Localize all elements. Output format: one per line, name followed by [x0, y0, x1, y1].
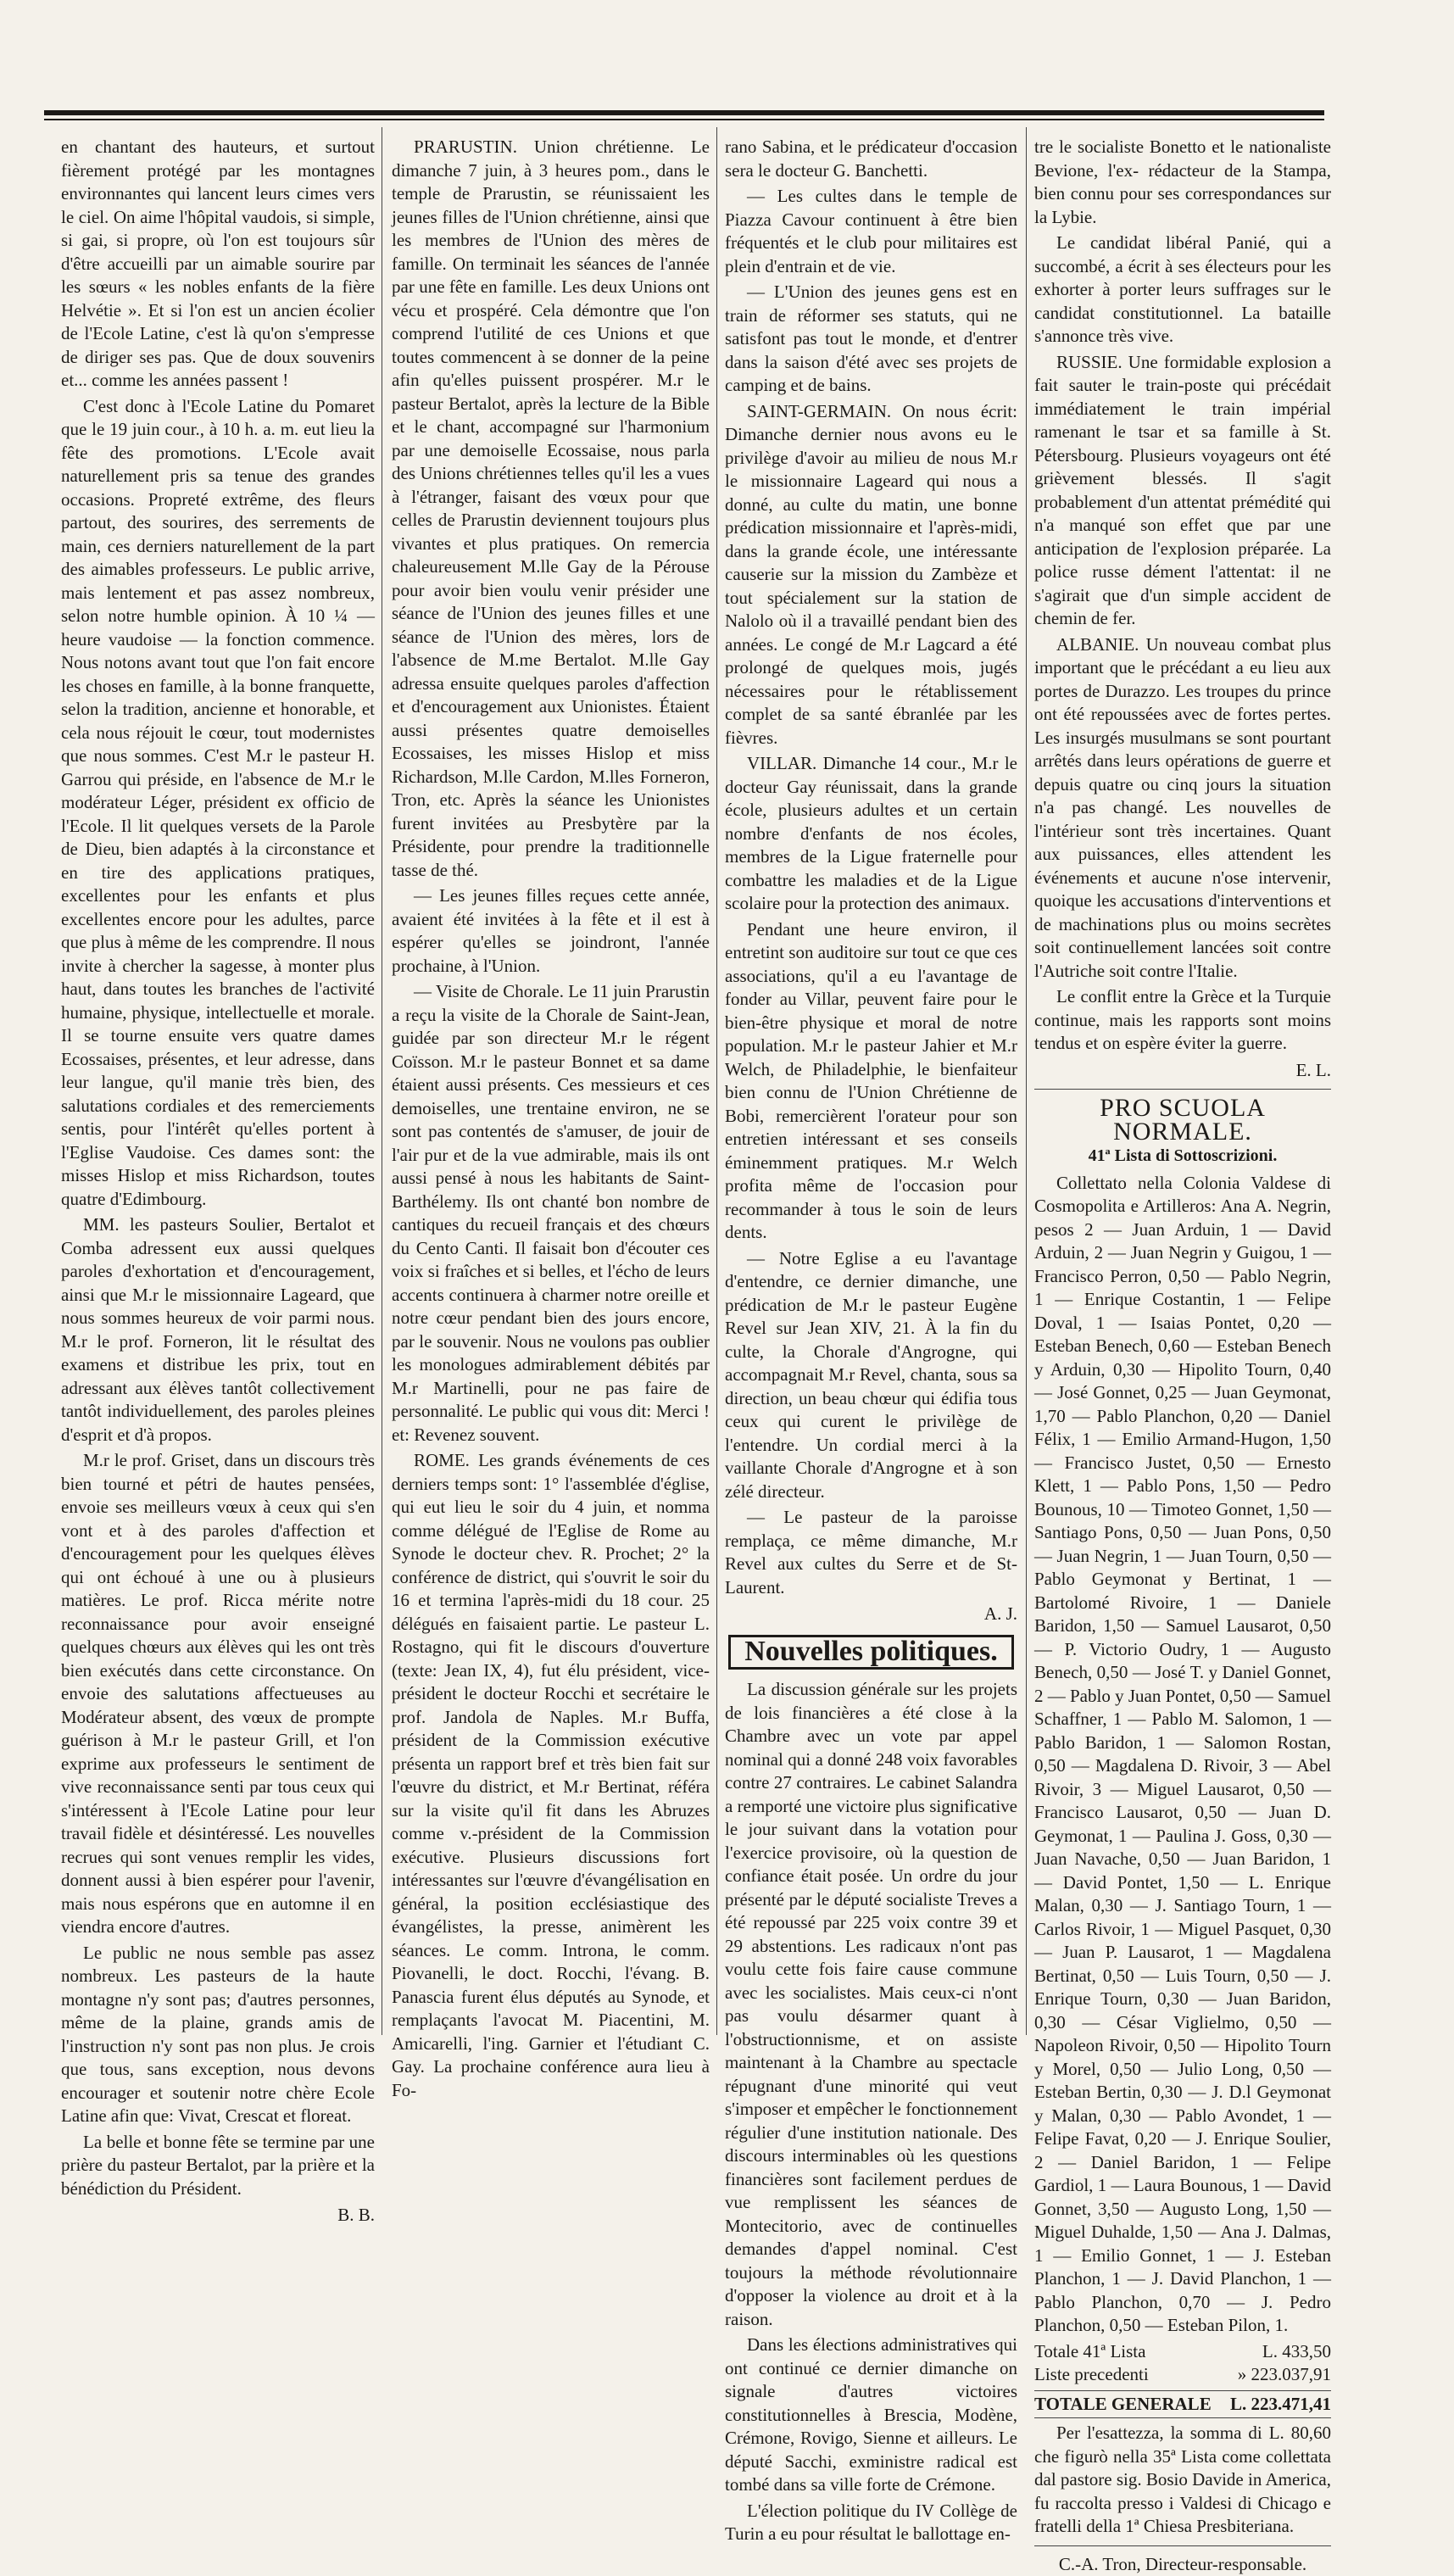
- paragraph: — Notre Eglise a eu l'avantage d'entendre, ce dernier dimanche, une prédication de M.r le pasteur Eugène Revel sur Jean XIV, 21. À la fin du culte, la Chorale d'Angrogne, qui accompagnait M.r Revel, chanta, sous sa direction, un beau chœur qui édifia tous ceux qui curent le privilège de l'entendre. Un cordial merci à la vaillante Chorale d'Angrogne et à son zélé directeur.: [725, 1247, 1017, 1504]
- paragraph: Le public ne nous semble pas assez nombreux. Les pasteurs de la haute montagne n'y sont pas; d'autres personnes, même de la plaine, grands amis de l'instruction n'y sont pas non plus. Je crois que tous, sans exception, nous devons encourager et soutenir notre chère Ecole Latine afin que: Vivat, Crescat et floreat.: [61, 1942, 375, 2128]
- paragraph: — L'Union des jeunes gens est en train de réformer ses statuts, qui ne satisfont pas tout le monde, et d'entrer dans la saison d'été avec ses projets de camping et de bains.: [725, 281, 1017, 398]
- paragraph: — Les jeunes filles reçues cette année, avaient été invitées à la fête et il est à espérer qu'elles se joindront, l'année prochaine, à l'Union.: [392, 884, 710, 978]
- paragraph: Le conflit entre la Grèce et la Turquie continue, mais les rapports sont moins tendus et on espère éviter la guerre.: [1034, 985, 1331, 1056]
- section-divider: [1034, 2545, 1331, 2546]
- paragraph: — Les cultes dans le temple de Piazza Cavour continuent à être bien fréquentés et le club pour militaires est plein d'entrain et de vie.: [725, 185, 1017, 278]
- top-rule-thick: [44, 110, 1324, 115]
- paragraph: Dans les élections administratives qui ont continué ce dernier dimanche on signale d'autres victoires constitutionnelles à Brescia, Modène, Crémone, Rovigo, Sienne et ailleurs. Le député Sacchi, exministre radical est tombé dans sa ville forte de Crémone.: [725, 2333, 1017, 2497]
- section-divider: [1034, 1089, 1331, 1090]
- total-list-value: L. 433,50: [1262, 2340, 1331, 2364]
- paragraph: Per l'esattezza, la somma di L. 80,60 che figurò nella 35ª Lista come collettata dal pastore sig. Bosio Davide in America, fu raccolta presso i Valdesi di Chicago e fratelli della 1ª Chiesa Presbiteriana.: [1034, 2422, 1331, 2539]
- paragraph: tre le socialiste Bonetto et le nationaliste Bevione, l'ex- rédacteur de la Stampa, bien connu pour ses correspondances sur la Lybie.: [1034, 136, 1331, 229]
- paragraph: La discussion générale sur les projets de lois financières a été close à la Chambre avec un vote par appel nominal qui a donné 248 voix favorables contre 27 contraires. Le cabinet Salandra a remporté une victoire plus significative le jour suivant dans la votation pour l'exercice provisoire, où la question de confiance était posée. Un ordre du jour présenté par le député socialiste Treves a été repoussé par 225 voix contre 39 et 29 abstentions. Les radicaux n'ont pas voulu cette fois faire cause commune avec les socialistes. Mais ceux-ci n'ont pas voulu désarmer quant à l'obstructionnisme, et on assiste maintenant à la Chambre au spectacle répugnant d'une minorité qui veut s'imposer et empêcher le fonctionnement régulier d'une institution nationale. Des discours interminables où les questions financières sont facilement perdues de vue remplissent les séances de Montecitorio, avec de continuelles demandes d'appel nominal. C'est toujours la méthode révolutionnaire d'opposer la violence au droit et à la raison.: [725, 1678, 1017, 2331]
- total-list-row: [1034, 2340, 1331, 2364]
- paragraph: PRARUSTIN. Union chrétienne. Le dimanche 7 juin, à 3 heures pom., dans le temple de Prarustin, se réunissaient les jeunes filles de l'Union chrétienne, ainsi que les membres de l'Union des mères de famille. On terminait les séances de l'année par une fête en famille. Les deux Unions ont vécu et prospéré. Cela démontre que l'on comprend l'utilité de ces Unions et que toutes commencent à se donner de la peine afin qu'elles puissent prospérer. M.r le pasteur Bertalot, après la lecture de la Bible et le chant, accompagné sur l'harmonium par une demoiselle Ecossaise, nous parla des Unions chrétiennes telles qu'il les a vues à l'étranger, faisant des vœux pour que celles de Prarustin deviennent toujours plus vivantes et plus pratiques. On remercia chaleureusement M.lle Gay de la Pérouse pour avoir bien voulu venir présider une séance de l'Union des jeunes filles et une séance de l'Union des mères, lors de l'absence de M.me Bertalot. M.lle Gay adressa ensuite quelques paroles d'affection et d'encouragement aux Unionistes. Étaient aussi présentes quatre demoiselles Ecossaises, les misses Hislop et miss Richardson, M.lle Cardon, M.lles Forneron, Tron, etc. Après la séance les Unionistes furent invitées au Presbytère par la Présidente, pour prendre la traditionnelle tasse de thé.: [392, 136, 710, 882]
- signature: A. J.: [725, 1603, 1017, 1626]
- section-heading-politiques: Nouvelles politiques.: [728, 1635, 1014, 1670]
- previous-lists-value: » 223.037,91: [1238, 2363, 1331, 2387]
- previous-lists-label: Liste precedenti: [1034, 2363, 1149, 2387]
- grand-total-label: TOTALE GENERALE: [1034, 2393, 1212, 2417]
- grand-total-value: L. 223.471,41: [1230, 2393, 1331, 2417]
- column-rule: [716, 127, 717, 2035]
- paragraph: en chantant des hauteurs, et surtout fièrement protégé par les montagnes environnantes qui lancent leurs cimes vers le ciel. On aime l'hôpital vaudois, si simple, si gai, si propre, où l'on est toujours sûr d'être accueilli par un aimable sourire par les sœurs « les nobles enfants de la fière Helvétie ». Et si l'on est un ancien écolier de l'Ecole Latine, c'est là qu'on s'empresse de diriger ses pas. Que de doux souvenirs et... comme les années passent !: [61, 136, 375, 393]
- total-list-label: Totale 41ª Lista: [1034, 2340, 1145, 2364]
- paragraph: Le candidat libéral Panié, qui a succombé, a écrit à ses électeurs pour les exhorter à porter leurs suffrages sur le candidat constitutionnel. La bataille s'annonce très vive.: [1034, 231, 1331, 348]
- previous-lists-row: [1034, 2363, 1331, 2387]
- paragraph: — Le pasteur de la paroisse remplaça, ce même dimanche, M.r Revel aux cultes du Serre et de St-Laurent.: [725, 1506, 1017, 1599]
- paragraph: Pendant une heure environ, il entretint son auditoire sur tout ce que ces associations, qu'il a eu l'avantage de fonder au Villar, peuvent faire pour le bien-être physique et moral de notre population. M.r le pasteur Jahier et M.r Welch, de Philadelphie, le bienfaiteur bien connu de l'Union Chrétienne de Bobi, remercièrent l'orateur pour son entretien intéressant et ses conseils éminemment pratiques. M.r Welch profita même de l'occasion pour recommander à tous le soin de leurs dents.: [725, 918, 1017, 1245]
- paragraph: VILLAR. Dimanche 14 cour., M.r le docteur Gay réunissait, dans la grande école, plusieurs adultes et un certain nombre d'enfants de nos écoles, membres de la Ligue fraternelle pour combattre les maladies et de la Ligue scolaire pour la protection des animaux.: [725, 752, 1017, 916]
- paragraph: C'est donc à l'Ecole Latine du Pomaret que le 19 juin cour., à 10 h. a. m. eut lieu la fête des promotions. L'Ecole avait naturellement pris sa tenue des grandes occasions. Propreté extrême, des fleurs partout, des sourires, des serrements de main, ces derniers naturellement de la part des aimables professeurs. Le public arrive, mais lentement et pas assez nombreux, selon notre humble opinion. À 10 ¼ — heure vaudoise — la fonction commence. Nous notons avant tout que l'on fait encore les choses en famille, à la bonne franquette, selon la tradition, ancienne et honorable, et cela nous réjouit le cœur, tout modernistes que nous sommes. C'est M.r le pasteur H. Garrou qui préside, en l'absence de M.r le modérateur Léger, président ex officio de l'Ecole. Il lit quelques versets de la Parole de Dieu, bien adaptés à la circonstance et en tire des applications pratiques, excellentes pour les enfants et plus excellentes encore pour les adultes, parce que plus à même de les comprendre. Il nous invite à chercher la sagesse, à monter plus haut, dans toutes les branches de l'activité humaine, physique, intellectuelle et morale. Il se tourne ensuite vers quatre dames Ecossaises, présentes, et leur adresse, dans leur langue, qu'il manie très bien, des salutations cordiales et des remerciements sentis, pour l'intérêt qu'elles portent à l'Eglise Vaudoise. Ces dames sont: the misses Hislop et miss Richardson, toutes quatre d'Edimbourg.: [61, 395, 375, 1212]
- paragraph: rano Sabina, et le prédicateur d'occasion sera le docteur G. Banchetti.: [725, 136, 1017, 182]
- column-3: [725, 136, 1017, 2035]
- paragraph: RUSSIE. Une formidable explosion a fait sauter le train-poste qui précédait immédiatement le train impérial ramenant le tsar et sa famille à St. Pétersbourg. Plusieurs voyageurs ont été grièvement blessés. Il s'agit probablement d'un attentat prémédité qui n'a manqué son effet que par une anticipation de l'explosion préparée. La police russe dément l'attentat: il ne s'agirait que d'un simple accident de chemin de fer.: [1034, 351, 1331, 631]
- paragraph: MM. les pasteurs Soulier, Bertalot et Comba adressent eux aussi quelques paroles d'exhortation et d'encouragement, ainsi que M.r le missionnaire Lageard, que nous sommes heureux de voir parmi nous. M.r le prof. Forneron, lit le résultat des examens et distribue les prix, tout en adressant aux élèves tantôt collectivement tantôt individuellement, des paroles pleines d'esprit et d'à propos.: [61, 1213, 375, 1447]
- paragraph: L'élection politique du IV Collège de Turin a eu pour résultat le ballottage en-: [725, 2500, 1017, 2546]
- paragraph: La belle et bonne fête se termine par une prière du pasteur Bertalot, par la prière et la bénédiction du Président.: [61, 2131, 375, 2201]
- column-1: [61, 136, 375, 2035]
- column-rule: [1026, 127, 1027, 2035]
- signature: B. B.: [61, 2204, 375, 2228]
- director-signature: C.-A. Tron, Directeur-responsable.: [1034, 2553, 1331, 2576]
- signature: E. L.: [1034, 1059, 1331, 1083]
- section-heading-pro-scuola: PRO SCUOLA NORMALE.: [1034, 1096, 1331, 1143]
- subscription-list: Collettato nella Colonia Valdese di Cosmopolita e Artilleros: Ana A. Negrin, pesos 2 — Juan Arduin, 1 — David Arduin, 2 — Juan Negrin y Guigou, 1 — Francisco Perron, 0,50 — Pablo Negrin, 1 — Enrique Costantin, 1 — Felipe Doval, 1 — Isaias Pontet, 0,20 — Esteban Benech, 0,60 — Esteban Benech y Arduin, 0,30 — Hipolito Tourn, 0,40 — José Gonnet, 0,25 — Juan Geymonat, 1,70 — Pablo Planchon, 0,20 — Daniel Félix, 1 — Emilio Armand-Hugon, 1,50 — Francisco Justet, 0,50 — Ernesto Klett, 1 — Pablo Pons, 1,50 — Pedro Bounous, 10 — Timoteo Gonnet, 1,50 — Santiago Pons, 0,50 — Juan Pons, 0,50 — Juan Negrin, 1 — Juan Tourn, 0,50 — Pablo Geymonat y Bertinat, 1 — Bartolomé Rivoire, 1 — Daniele Baridon, 1,50 — Samuel Lausarot, 0,50 — P. Victorio Oudry, 1 — Augusto Benech, 0,50 — José T. y Daniel Gonnet, 2 — Pablo y Juan Pontet, 0,50 — Samuel Schaffner, 1 — Pablo M. Salomon, 1 — Pablo Baridon, 1 — Salomon Rostan, 0,50 — Magdalena D. Rivoir, 3 — Abel Rivoir, 3 — Miguel Lausarot, 0,50 — Francisco Lausarot, 0,50 — Juan D. Geymonat, 1 — Paulina J. Goss, 0,30 — Juan Navache, 0,50 — Juan Baridon, 1 — David Pontet, 1,50 — L. Enrique Malan, 0,30 — J. Santiago Tourn, 1 — Carlos Rivoir, 1 — Miguel Pasquet, 0,30 — Juan P. Lausarot, 1 — Magdalena Bertinat, 0,50 — Luis Tourn, 0,50 — J. Enrique Tourn, 0,30 — Juan Baridon, 0,30 — César Viglielmo, 0,50 — Napoleon Rivoir, 0,50 — Hipolito Tourn y Morel, 0,50 — Julio Long, 0,50 — Esteban Bertin, 0,30 — J. D.l Geymonat y Malan, 0,30 — Pablo Avondet, 1 — Felipe Favat, 0,20 — J. Enrique Soulier, 2 — Daniel Baridon, 1 — Felipe Gardiol, 1 — Laura Bounous, 1 — David Gonnet, 3,50 — Augusto Long, 1,50 — Miguel Duhalde, 1,50 — Ana J. Dalmas, 1 — Emilio Gonnet, 1 — J. Esteban Planchon, 1 — J. David Planchon, 1 — Pablo Planchon, 0,70 — J. Pedro Planchon, 0,50 — Esteban Pilon, 1.: [1034, 1172, 1331, 2338]
- column-4: [1034, 136, 1331, 2035]
- top-rule-thin: [44, 119, 1324, 120]
- subscription-list-title: 41ª Lista di Sottoscrizioni.: [1034, 1145, 1331, 1168]
- paragraph: M.r le prof. Griset, dans un discours très bien tourné et pétri de hautes pensées, envoie ses meilleurs vœux à ceux qui s'en vont et à des paroles d'affection et d'encouragement pour les quelques élèves qui ont échoué à une ou à plusieurs matières. Le prof. Ricca mérite notre reconnaissance pour avoir enseigné quelques chœurs aux élèves qui les ont très bien exécutés dans cette circonstance. On envoie des salutations affectueuses au Modérateur absent, des vœux de prompte guérison à M.r le pasteur Grill, et l'on exprime aux professeurs le sentiment de vive reconnaissance senti par tous ceux qui s'intéressent à l'Ecole Latine pour leur travail fidèle et désintéressé. Les nouvelles recrues qui sont venues remplir les vides, donnent aussi à bien espérer pour l'avenir, mais nous espérons que en automne il en viendra encore d'autres.: [61, 1449, 375, 1939]
- paragraph: — Visite de Chorale. Le 11 juin Prarustin a reçu la visite de la Chorale de Saint-Jean, guidée par son directeur M.r le régent Coïsson. M.r le pasteur Bonnet et sa dame étaient aussi présents. Ces messieurs et ces demoiselles, une trentaine environ, ne se sont pas contentés de s'amuser, de jouir de l'air pur et de la vue admirable, mais ils ont aussi pensé à nous les habitants de Saint-Barthélemy. Ils ont chanté bon nombre de cantiques du recueil français et des chœurs du Cento Canti. Il faisait bon d'écouter ces voix si fraîches et si belles, et l'écho de leurs accents continuera à charmer notre oreille et notre cœur pendant bien des jours encore, par le souvenir. Nous ne voulons pas oublier les monologues admirablement débités par M.r Martinelli, pour ne pas faire de personnalité. Le public qui vous dit: Merci ! et: Revenez souvent.: [392, 980, 710, 1447]
- paragraph: ROME. Les grands événements de ces derniers temps sont: 1° l'assemblée d'église, qui eut lieu le soir du 4 juin, et nomma comme délégué de l'Eglise de Rome au Synode le docteur chev. R. Prochet; 2° la conférence de district, qui s'ouvrit le soir du 16 et termina l'après-midi du 18 cour. 25 délégués en faisaient partie. Le pasteur L. Rostagno, qui fit le discours d'ouverture (texte: Jean IX, 4), fut élu président, vice-président le docteur Rocchi et secrétaire le prof. Jandola de Naples. M.r Buffa, président de la Commission exécutive présenta un rapport bref et très bien fait sur l'œuvre du district, et M.r Bertinat, référa sur la visite qu'il fit dans les Abruzes comme v.-président de la Commission exécutive. Plusieurs discussions fort intéressantes sur l'œuvre d'évangélisation en général, la position ecclésiastique des évangélistes, la presse, animèrent les séances. Le comm. Introna, le comm. Piovanelli, le doct. Rocchi, l'évang. B. Panascia furent élus députés au Synode, et remplaçants l'avocat M. Piacentini, M. Amicarelli, l'ing. Garnier et l'étudiant C. Gay. La prochaine conférence aura lieu à Fo-: [392, 1449, 710, 2102]
- grand-total-row: [1034, 2390, 1331, 2419]
- column-2: [392, 136, 710, 2035]
- paragraph: ALBANIE. Un nouveau combat plus important que le précédant a eu lieu aux portes de Durazzo. Les troupes du prince ont été repoussées avec de fortes pertes. Les insurgés musulmans se sont pourtant arrêtés dans leurs opérations de guerre et depuis quatre ou cinq jours la situation n'a pas changé. Les nouvelles de l'intérieur sont très incertaines. Quant aux puissances, elles attendent les événements et aucune n'ose intervenir, quoique les accusations d'interventions et de machinations plus ou moins secrètes soit continuellement lancées soit contre l'Autriche soit contre l'Italie.: [1034, 633, 1331, 984]
- paragraph: SAINT-GERMAIN. On nous écrit: Dimanche dernier nous avons eu le privilège d'avoir au milieu de nous M.r le missionnaire Lageard qui nous a donné, au culte du matin, une bonne prédication missionnaire et l'après-midi, dans la grande école, une intéressante causerie sur la mission du Zambèze et tout spécialement sur la station de Nalolo où il a travaillé pendant bien des années. Le congé de M.r Lagcard a été prolongé de quelques mois, jugés nécessaires pour le rétablissement complet de sa santé ébranlée par les fièvres.: [725, 400, 1017, 750]
